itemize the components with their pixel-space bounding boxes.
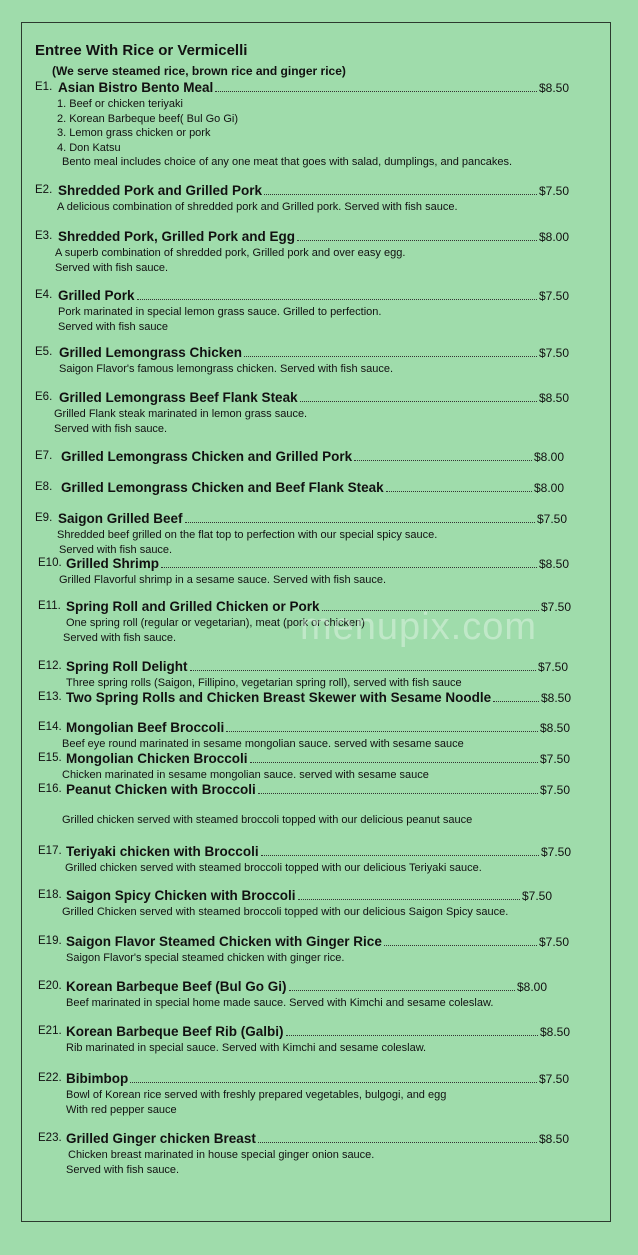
dot-leader xyxy=(264,194,537,195)
dot-leader xyxy=(215,91,537,92)
item-name: Korean Barbeque Beef Rib (Galbi) xyxy=(66,1024,284,1039)
watermark: menupix.com xyxy=(300,606,537,648)
item-price: $7.50 xyxy=(539,935,570,949)
menu-item xyxy=(0,1024,638,1054)
menu-item-heading xyxy=(0,480,638,496)
item-description: Bento meal includes choice of any one meat that goes with salad, dumplings, and pancakes. xyxy=(62,156,513,168)
item-price: $7.50 xyxy=(541,600,572,614)
item-code: E10. xyxy=(38,557,62,569)
menu-item xyxy=(0,511,638,556)
item-description: Saigon Flavor's famous lemongrass chicken. Served with fish sauce. xyxy=(59,363,394,375)
item-price: $8.00 xyxy=(539,230,570,244)
item-name: Peanut Chicken with Broccoli xyxy=(66,782,256,797)
menu-item-heading xyxy=(0,659,638,675)
dot-leader xyxy=(258,1142,537,1143)
item-name: Korean Barbeque Beef (Bul Go Gi) xyxy=(66,979,287,994)
item-description: 3. Lemon grass chicken or pork xyxy=(57,127,211,139)
item-code: E16. xyxy=(38,783,62,795)
item-name: Shredded Pork and Grilled Pork xyxy=(58,183,263,198)
item-name: Grilled Lemongrass Beef Flank Steak xyxy=(59,390,298,405)
item-description: Three spring rolls (Saigon, Fillipino, vegetarian spring roll), served with fish sauce xyxy=(66,677,462,689)
item-description: Chicken marinated in sesame mongolian sauce. served with sesame sauce xyxy=(62,769,429,781)
item-price: $8.50 xyxy=(539,391,570,405)
menu-item xyxy=(0,888,638,918)
item-description: Served with fish sauce. xyxy=(63,631,177,644)
item-code: E17. xyxy=(38,845,62,857)
dot-leader xyxy=(300,401,537,402)
item-description: With red pepper sauce xyxy=(66,1103,177,1116)
menu-item-heading xyxy=(0,690,638,706)
menu-item-heading xyxy=(0,782,638,798)
item-description: Beef marinated in special home made sauce. Served with Kimchi and sesame coleslaw. xyxy=(66,997,494,1009)
menu-item-heading xyxy=(0,934,638,950)
menu-item-heading xyxy=(0,288,638,304)
dot-leader xyxy=(226,731,538,732)
menu-item xyxy=(0,1071,638,1116)
dot-leader xyxy=(190,670,536,671)
dot-leader xyxy=(286,1035,538,1036)
item-code: E7. xyxy=(35,450,53,462)
menu-item xyxy=(0,345,638,375)
item-price: $8.00 xyxy=(517,980,548,994)
item-price: $7.50 xyxy=(541,845,572,859)
dot-leader xyxy=(384,945,537,946)
dot-leader xyxy=(354,460,532,461)
item-code: E23. xyxy=(38,1132,62,1144)
menu-item xyxy=(0,556,638,586)
menu-item-heading xyxy=(0,183,638,199)
menu-item xyxy=(0,390,638,435)
menu-item xyxy=(0,934,638,964)
item-description: 1. Beef or chicken teriyaki xyxy=(57,98,183,110)
menu-item xyxy=(0,690,638,706)
menu-item-heading xyxy=(0,1071,638,1087)
menu-item xyxy=(0,229,638,274)
menu-item-heading xyxy=(0,844,638,860)
item-code: E12. xyxy=(38,660,62,672)
menu-item xyxy=(0,751,638,781)
item-price: $8.50 xyxy=(539,81,570,95)
item-name: Spring Roll Delight xyxy=(66,659,188,674)
item-description: 2. Korean Barbeque beef( Bul Go Gi) xyxy=(57,112,238,125)
item-name: Shredded Pork, Grilled Pork and Egg xyxy=(58,229,296,244)
menu-item-heading xyxy=(0,1024,638,1040)
item-description: Served with fish sauce. xyxy=(55,261,169,274)
item-name: Spring Roll and Grilled Chicken or Pork xyxy=(66,599,320,614)
item-price: $7.50 xyxy=(539,289,570,303)
item-description: Served with fish sauce. xyxy=(59,543,173,556)
menu-item xyxy=(0,449,638,465)
menu-item-heading xyxy=(0,1131,638,1147)
item-price: $8.00 xyxy=(534,450,565,464)
item-name: Asian Bistro Bento Meal xyxy=(58,80,214,95)
item-code: E8. xyxy=(35,481,53,493)
item-name: Saigon Grilled Beef xyxy=(58,511,183,526)
menu-item-heading xyxy=(0,720,638,736)
item-code: E2. xyxy=(35,184,53,196)
dot-leader xyxy=(261,855,539,856)
item-code: E6. xyxy=(35,391,53,403)
item-description: Pork marinated in special lemon grass sauce. Grilled to perfection. xyxy=(58,306,382,318)
menu-item-heading xyxy=(0,888,638,904)
item-price: $7.50 xyxy=(539,346,570,360)
menu-item xyxy=(0,659,638,689)
item-description: Grilled Chicken served with steamed broccoli topped with our delicious Saigon Spicy sauce. xyxy=(62,906,509,918)
item-description: Grilled Flank steak marinated in lemon grass sauce. xyxy=(54,408,308,420)
item-name: Grilled Lemongrass Chicken and Beef Flank Steak xyxy=(61,480,384,495)
menu-item xyxy=(0,979,638,1009)
item-price: $8.50 xyxy=(540,721,571,735)
dot-leader xyxy=(289,990,515,991)
menu-section-title: Entree With Rice or Vermicelli xyxy=(35,42,248,59)
menu-item-heading xyxy=(0,449,638,465)
menu-item-heading xyxy=(0,979,638,995)
menu-item xyxy=(0,480,638,496)
item-price: $8.50 xyxy=(539,1132,570,1146)
item-description: Grilled chicken served with steamed broccoli topped with our delicious Teriyaki sauce. xyxy=(65,862,482,874)
menu-item xyxy=(0,1131,638,1176)
item-description: Served with fish sauce. xyxy=(66,1163,180,1176)
item-description: Served with fish sauce. xyxy=(54,422,168,435)
item-description: Grilled chicken served with steamed broccoli topped with our delicious peanut sauce xyxy=(62,814,473,826)
item-description: One spring roll (regular or vegetarian), meat (pork or chicken) xyxy=(66,617,365,629)
item-name: Saigon Flavor Steamed Chicken with Ginger Rice xyxy=(66,934,382,949)
item-code: E11. xyxy=(38,600,61,612)
item-name: Grilled Shrimp xyxy=(66,556,160,571)
dot-leader xyxy=(161,567,537,568)
dot-leader xyxy=(493,701,539,702)
menu-item-heading xyxy=(0,229,638,245)
item-code: E18. xyxy=(38,889,62,901)
item-description: Saigon Flavor's special steamed chicken with ginger rice. xyxy=(66,952,345,964)
item-price: $7.50 xyxy=(539,184,570,198)
menu-item xyxy=(0,720,638,750)
item-name: Grilled Lemongrass Chicken xyxy=(59,345,243,360)
item-description: Rib marinated in special sauce. Served with Kimchi and sesame coleslaw. xyxy=(66,1042,427,1054)
item-code: E5. xyxy=(35,346,53,358)
dot-leader xyxy=(244,356,537,357)
dot-leader xyxy=(137,299,537,300)
item-price: $8.50 xyxy=(539,557,570,571)
item-description: Grilled Flavorful shrimp in a sesame sauce. Served with fish sauce. xyxy=(59,574,387,586)
item-description: A delicious combination of shredded pork and Grilled pork. Served with fish sauce. xyxy=(57,201,458,213)
item-code: E9. xyxy=(35,512,53,524)
item-name: Teriyaki chicken with Broccoli xyxy=(66,844,259,859)
item-name: Mongolian Chicken Broccoli xyxy=(66,751,248,766)
item-description: Chicken breast marinated in house special ginger onion sauce. xyxy=(68,1149,375,1161)
item-description: Served with fish sauce xyxy=(58,320,169,333)
item-code: E4. xyxy=(35,289,53,301)
item-description: 4. Don Katsu xyxy=(57,141,121,154)
dot-leader xyxy=(250,762,538,763)
item-name: Saigon Spicy Chicken with Broccoli xyxy=(66,888,296,903)
item-code: E1. xyxy=(35,81,53,93)
dot-leader xyxy=(297,240,537,241)
item-code: E19. xyxy=(38,935,62,947)
item-code: E3. xyxy=(35,230,53,242)
menu-item xyxy=(0,782,638,826)
dot-leader xyxy=(298,899,520,900)
dot-leader xyxy=(258,793,538,794)
item-name: Bibimbop xyxy=(66,1071,129,1086)
item-price: $8.00 xyxy=(534,481,565,495)
menu-item xyxy=(0,844,638,874)
item-price: $7.50 xyxy=(538,660,569,674)
menu-item-heading xyxy=(0,345,638,361)
item-name: Grilled Lemongrass Chicken and Grilled Pork xyxy=(61,449,353,464)
item-price: $7.50 xyxy=(540,783,571,797)
menu-item xyxy=(0,183,638,213)
menu-item-heading xyxy=(0,751,638,767)
item-description: Beef eye round marinated in sesame mongolian sauce. served with sesame sauce xyxy=(62,738,464,750)
item-code: E13. xyxy=(38,691,62,703)
menu-section-subtitle: (We serve steamed rice, brown rice and ginger rice) xyxy=(52,64,346,78)
item-code: E15. xyxy=(38,752,62,764)
item-price: $8.50 xyxy=(541,691,572,705)
item-code: E22. xyxy=(38,1072,62,1084)
menu-item-heading xyxy=(0,80,638,96)
dot-leader xyxy=(130,1082,537,1083)
item-price: $7.50 xyxy=(539,1072,570,1086)
item-price: $8.50 xyxy=(540,1025,571,1039)
dot-leader xyxy=(185,522,535,523)
menu-item xyxy=(0,80,638,168)
menu-item xyxy=(0,288,638,333)
item-code: E14. xyxy=(38,721,62,733)
menu-item-heading xyxy=(0,390,638,406)
dot-leader xyxy=(386,491,532,492)
item-name: Two Spring Rolls and Chicken Breast Skewer with Sesame Noodle xyxy=(66,690,492,705)
item-name: Mongolian Beef Broccoli xyxy=(66,720,225,735)
item-price: $7.50 xyxy=(540,752,571,766)
item-price: $7.50 xyxy=(537,512,568,526)
item-description: A superb combination of shredded pork, Grilled pork and over easy egg. xyxy=(55,247,406,259)
menu-item-heading xyxy=(0,511,638,527)
item-description: Shredded beef grilled on the flat top to perfection with our special spicy sauce. xyxy=(57,529,438,541)
item-price: $7.50 xyxy=(522,889,553,903)
menu-item-heading xyxy=(0,556,638,572)
item-name: Grilled Ginger chicken Breast xyxy=(66,1131,256,1146)
item-description: Bowl of Korean rice served with freshly prepared vegetables, bulgogi, and egg xyxy=(66,1089,447,1101)
item-code: E20. xyxy=(38,980,62,992)
item-name: Grilled Pork xyxy=(58,288,135,303)
item-code: E21. xyxy=(38,1025,62,1037)
